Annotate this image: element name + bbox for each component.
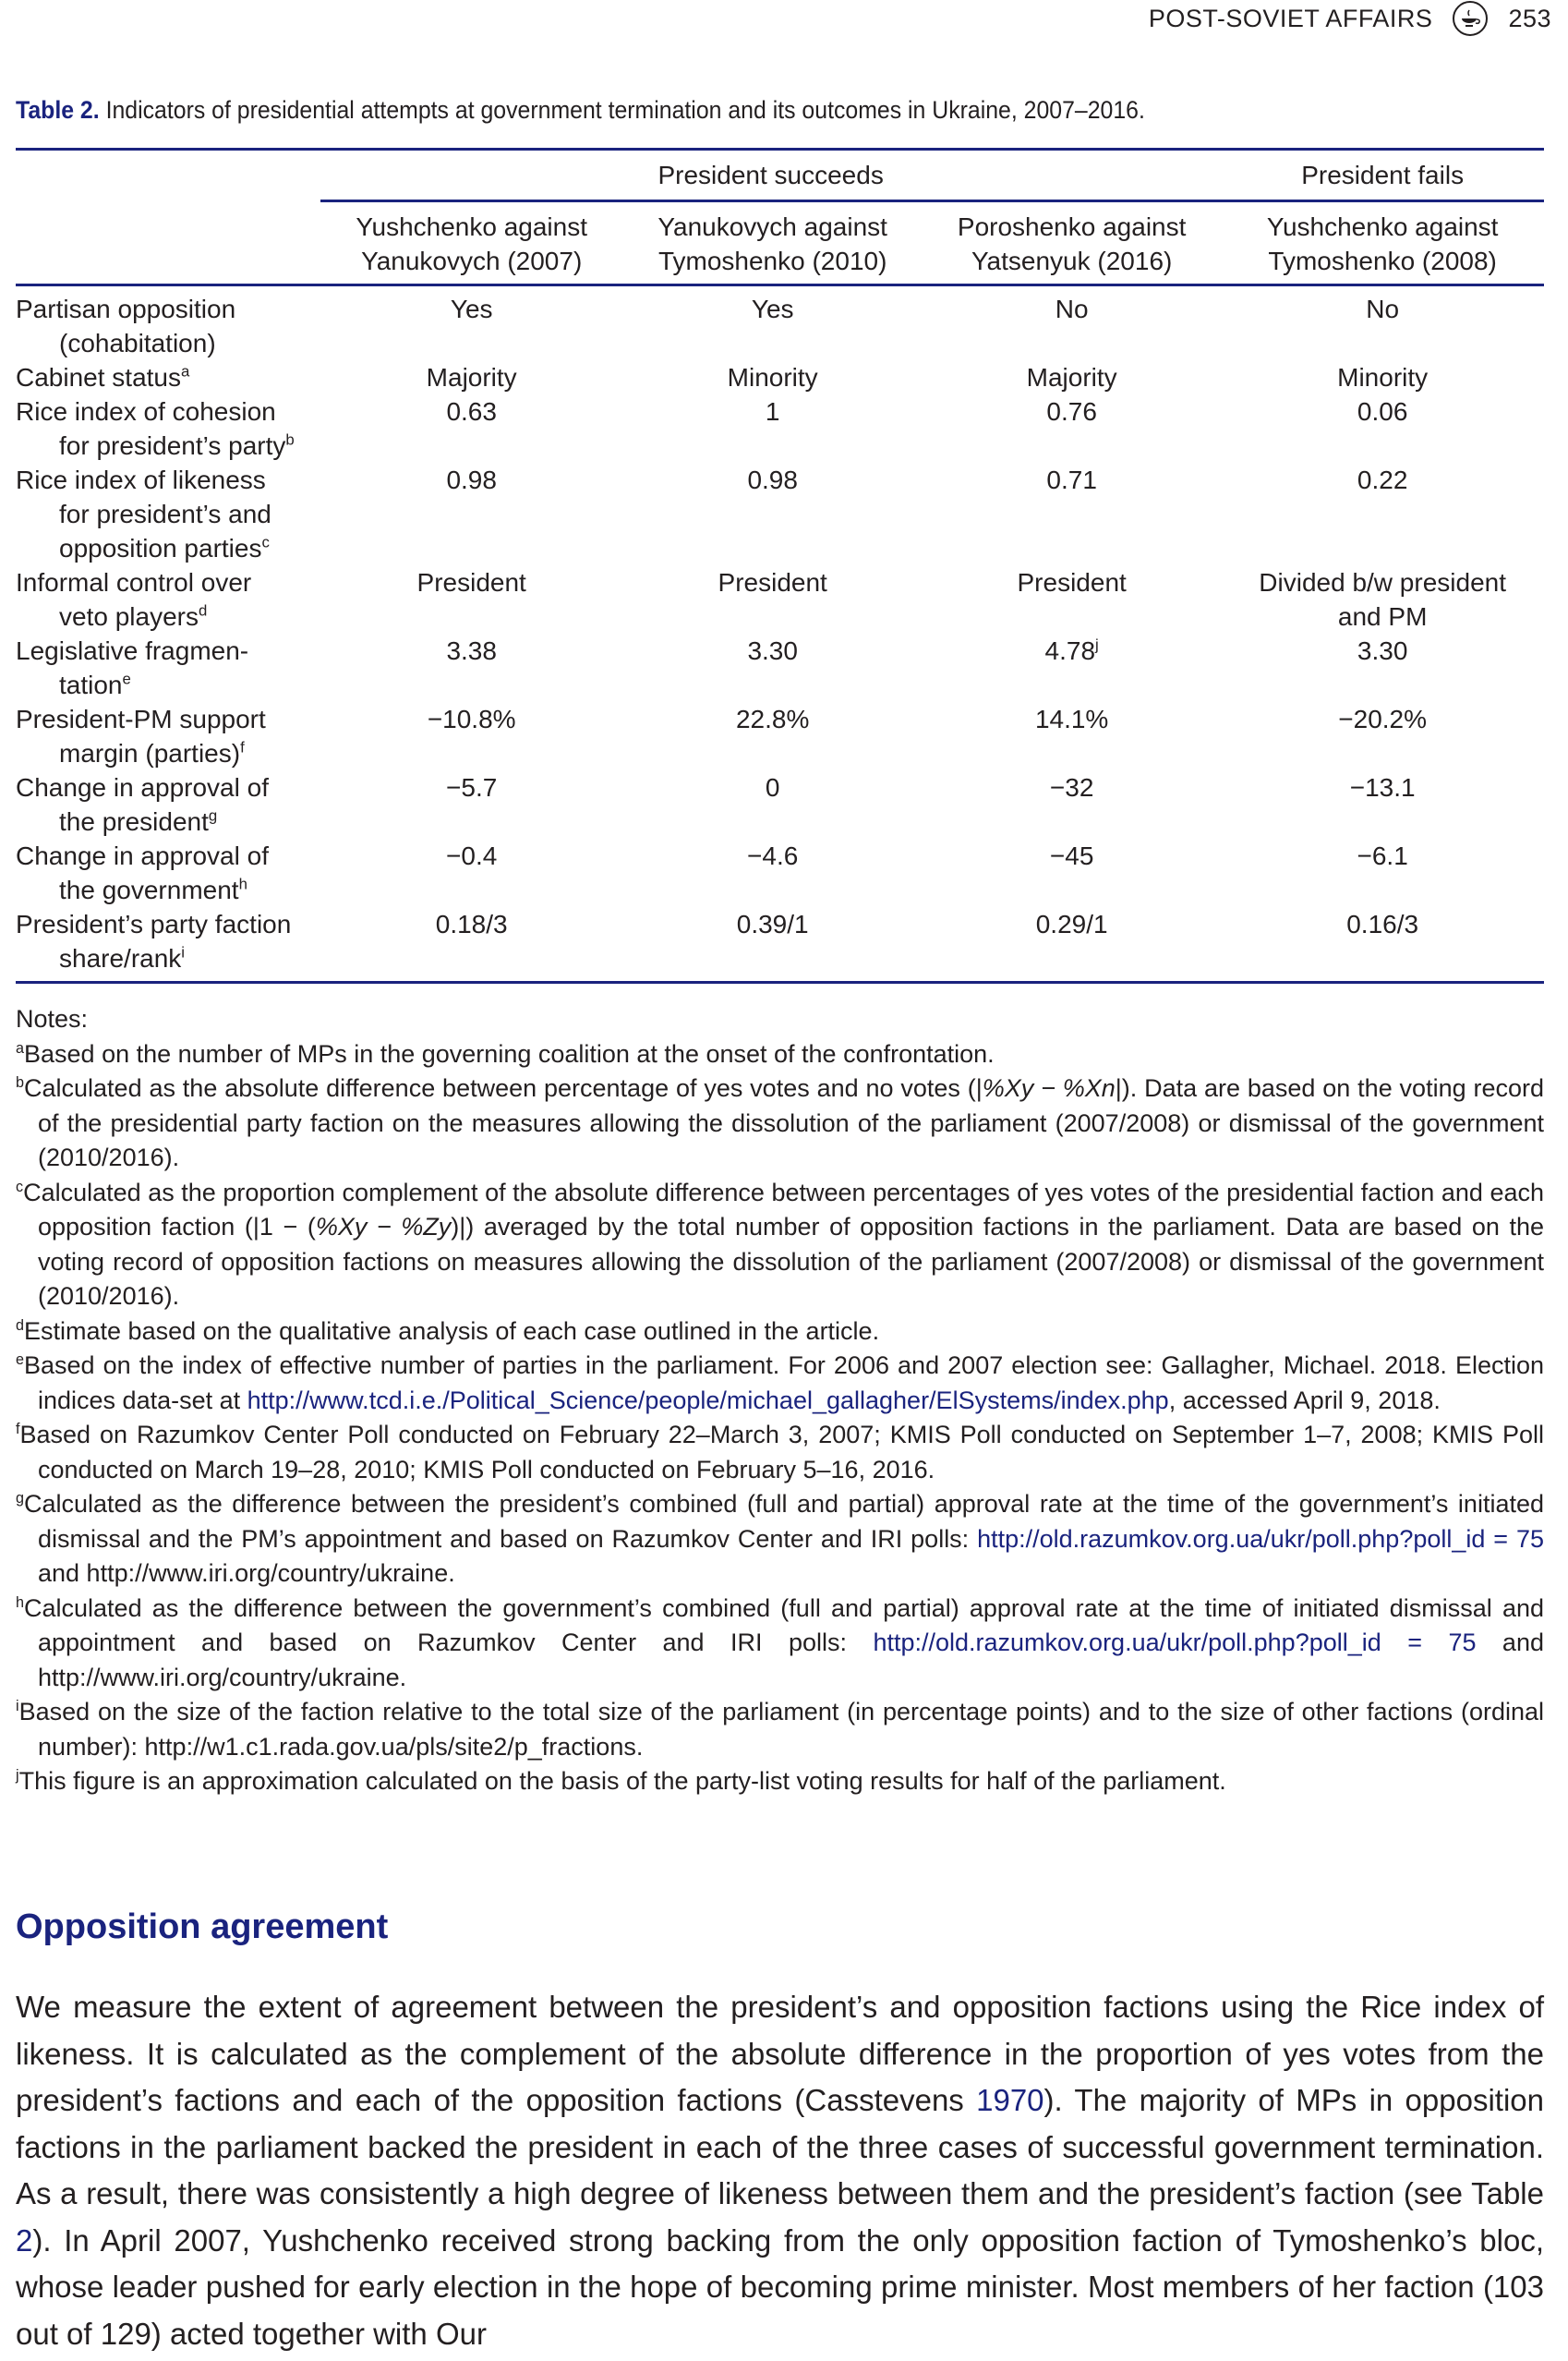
- page-number: 253: [1508, 4, 1551, 32]
- row-label: Rice index of cohesion for president’s party$^b$: [16, 397, 295, 460]
- razumkov-poll-link[interactable]: http://old.razumkov.org.ua/ukr/poll.php?poll_id = 75: [873, 1628, 1477, 1656]
- footnote-f: $^f$Based on Razumkov Center Poll conducted on February 22–March 3, 2007; KMIS Poll conducted on September 1–7, 2008; KMIS Poll conducted on March 19–28, 2010; KMIS Poll conducted on February 5–16, 2016.: [16, 1421, 1544, 1483]
- citation-link-casstevens[interactable]: 1970: [976, 2083, 1044, 2117]
- footnote-d: $^d$Estimate based on the qualitative analysis of each case outlined in the article.: [16, 1316, 880, 1345]
- table-row: Change in approval of the government$^h$ −0.4 −4.6 −45 −6.1: [16, 839, 1544, 907]
- table-row: Informal control over veto players$^d$ President President President Divided b/w president and PM: [16, 565, 1544, 634]
- election-indices-link[interactable]: http://www.tcd.i.e./Political_Science/people/michael_gallagher/ElSystems/index.php: [247, 1386, 1169, 1414]
- teapot-lamp-logo-icon: [1453, 1, 1488, 36]
- table-caption-text: Indicators of presidential attempts at government termination and its outcomes in Ukraine, 2007–2016.: [99, 96, 1145, 124]
- footnote-h: $^h$Calculated as the difference between the government’s combined (full and partial) approval rate at the time of initiated dismissal and appointment and based on Razumkov Center and IRI polls: http://old.razumkov.org.ua/ukr/poll.php?poll_id = 75 and http://www.iri.org/country/ukraine.: [16, 1593, 1544, 1691]
- table-row: President’s party faction share/rank$^i$ 0.18/3 0.39/1 0.29/1 0.16/3: [16, 907, 1544, 983]
- table-row: Partisan opposition (cohabitation) Yes Yes No No: [16, 292, 1544, 360]
- row-label: Informal control over veto players$^d$: [16, 568, 252, 631]
- table-row: Rice index of likeness for president’s and opposition parties$^c$ 0.98 0.98 0.71 0.22: [16, 463, 1544, 565]
- column-header: Yushchenko against Yanukovych (2007): [356, 212, 587, 275]
- journal-title: POST-SOVIET AFFAIRS: [1148, 4, 1433, 32]
- row-label: Change in approval of the president$^g$: [16, 773, 269, 836]
- table-row: President-PM support margin (parties)$^f$ −10.8% 22.8% 14.1% −20.2%: [16, 702, 1544, 770]
- footnote-g: $^g$Calculated as the difference between the president’s combined (full and partial) approval rate at the time of the government’s initiated dismissal and the PM’s appointment and based on Razumkov Center and IRI polls: http://old.razumkov.org.ua/ukr/poll.php?poll_id = 75 and http://www.iri.org/country/ukraine.: [16, 1490, 1544, 1587]
- table-row: Change in approval of the president$^g$ −5.7 0 −32 −13.1: [16, 770, 1544, 839]
- running-header: [1149, 0, 1551, 37]
- footnote-a: $^a$Based on the number of MPs in the governing coalition at the onset of the confrontation.: [16, 1039, 995, 1068]
- footnote-j: $^j$This figure is an approximation calculated on the basis of the party-list voting results for half of the parliament.: [16, 1767, 1226, 1795]
- section-heading: Opposition agreement: [16, 1907, 389, 1946]
- row-label: Rice index of likeness for president’s and opposition parties$^c$: [16, 466, 271, 563]
- footnote-c: $^c$Calculated as the proportion complement of the absolute difference between percentages of yes votes of the presidential faction and each opposition faction (|1 − (%Xy − %Zy)|) averaged by the total number of opposition factions in the parliament. Data are based on the voting record of opposition factions on measures allowing the dissolution of the parliament (2007/2008) or dismissal of the government (2010/2016).: [16, 1178, 1544, 1310]
- row-label: President-PM support margin (parties)$^f$: [16, 705, 266, 768]
- group-header-succeeds: President succeeds: [320, 150, 1221, 201]
- table-notes: [16, 1002, 1544, 1799]
- footnote-e: $^e$Based on the index of effective number of parties in the parliament. For 2006 and 2007 election see: Gallagher, Michael. 2018. Election indices data-set at http://www.tcd.i.e./Political_Science/people/michael_gallagher/ElSystems/index.php, accessed April 9, 2018.: [16, 1351, 1544, 1414]
- column-header: Poroshenko against Yatsenyuk (2016): [957, 212, 1187, 275]
- row-label: Partisan opposition (cohabitation): [16, 295, 236, 357]
- table-row: Rice index of cohesion for president’s party$^b$ 0.63 1 0.76 0.06: [16, 394, 1544, 463]
- row-label: Change in approval of the government$^h$: [16, 841, 269, 904]
- indicators-table: [16, 148, 1544, 984]
- row-label: President’s party faction share/rank$^i$: [16, 910, 292, 973]
- table-reference-link[interactable]: 2: [16, 2222, 33, 2258]
- row-label: Legislative fragmen- tation$^e$: [16, 636, 249, 699]
- table-caption: [16, 96, 1145, 125]
- group-header-fails: President fails: [1221, 150, 1544, 201]
- table-row: Cabinet status$^a$ Majority Minority Majority Minority: [16, 360, 1544, 394]
- notes-heading: Notes:: [16, 1005, 89, 1033]
- body-paragraph: We measure the extent of agreement between the president’s and opposition factions using the Rice index of likeness. It is calculated as the complement of the absolute difference in the proportion of yes votes from the president’s factions and each of the opposition factions (Casstevens 1970). The majority of MPs in opposition factions in the parliament backed the president in each of the three cases of successful government termination. As a result, there was consistently a high degree of likeness between them and the president’s faction (see Table 2). In April 2007, Yushchenko received strong backing from the only opposition faction of Tymoshenko’s bloc, whose leader pushed for early election in the hope of becoming prime minister. Most members of her faction (103 out of 129) acted together with Our: [16, 1990, 1545, 2351]
- table-row: Legislative fragmen- tation$^e$ 3.38 3.30 4.78$^j$ 3.30: [16, 634, 1544, 702]
- razumkov-poll-link[interactable]: http://old.razumkov.org.ua/ukr/poll.php?poll_id = 75: [977, 1524, 1544, 1553]
- row-label: Cabinet status$^a$: [16, 362, 190, 392]
- footnote-i: $^i$Based on the size of the faction relative to the total size of the parliament (in percentage points) and to the size of other factions (ordinal number): http://w1.c1.rada.gov.ua/pls/site2/p_fractions.: [16, 1698, 1544, 1761]
- column-header: Yanukovych against Tymoshenko (2010): [657, 212, 887, 275]
- column-header: Yushchenko against Tymoshenko (2008): [1266, 212, 1499, 275]
- table-label: Table 2.: [16, 96, 100, 124]
- footnote-b: $^b$Calculated as the absolute difference between percentage of yes votes and no votes (|%Xy − %Xn|). Data are based on the voting record of the presidential party faction on the measures allowing the dissolution of the parliament (2007/2008) or dismissal of the government (2010/2016).: [16, 1074, 1544, 1171]
